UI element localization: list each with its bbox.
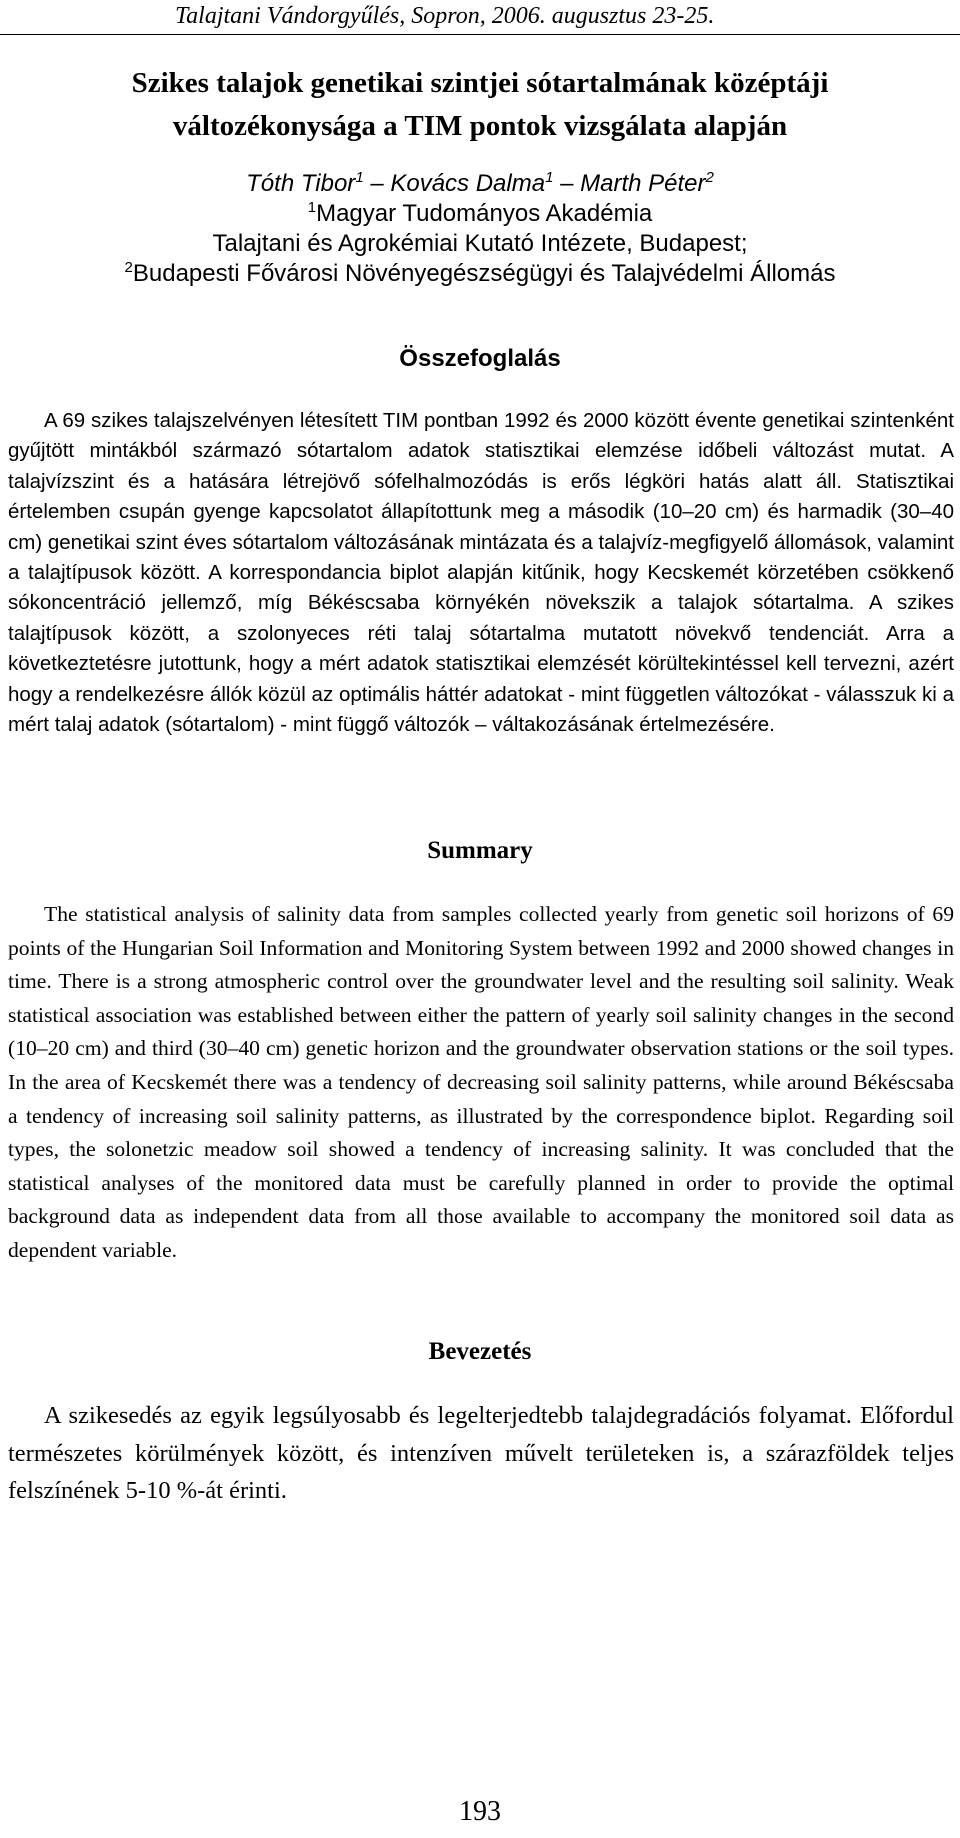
author-2-affiliation-mark: 1 [545, 169, 554, 186]
paper-title-line-1: Szikes talajok genetikai szintjei sótartalmának középtáji [131, 67, 829, 99]
introduction-text: A szikesedés az egyik legsúlyosabb és legelterjedtebb talajdegradációs folyamat. Előfordul természetes körülmények között, és intenzíven művelt területeken is, a szárazföldek teljes felszínének 5-10 %-át érinti. [8, 1402, 954, 1504]
author-separator-1: – [363, 170, 391, 197]
abstract-hu-heading: Összefoglalás [399, 345, 561, 372]
affiliation-1-line-1: Magyar Tudományos Akadémia [316, 200, 653, 227]
summary-text: The statistical analysis of salinity data from samples collected yearly from genetic soil horizons of 69 points of the Hungarian Soil Information and Monitoring System between 1992 and 2000 showed changes in time. There is a strong atmospheric control over the groundwater level and the resulting soil salinity. Weak statistical association was established between either the pattern of yearly soil salinity changes in the second (10–20 cm) and third (30–40 cm) genetic horizon and the groundwater observation stations or the soil types. In the area of Kecskemét there was a tendency of decreasing soil salinity patterns, while around Békéscsaba a tendency of increasing soil salinity patterns, as illustrated by the correspondence biplot. Regarding soil types, the solonetzic meadow soil showed a tendency of increasing salinity. It was concluded that the statistical analyses of the monitored data must be carefully planned in order to provide the optimal background data as independent data from all those available to accompany the monitored soil data as dependent variable. [8, 902, 954, 1262]
abstract-hu-text: A 69 szikes talajszelvényen létesített TIM pontban 1992 és 2000 között évente genetikai szintenként gyűjtött mintákból származó sótartalom adatok statisztikai elemzése időbeli változást mutat. A talajvízszint és a hatására létrejövő sófelhalmozódás is erős légköri hatás alatt áll. Statisztikai értelemben csupán gyenge kapcsolatot állapítottunk meg a második (10–20 cm) és harmadik (30–40 cm) genetikai szint éves sótartalom változásának mintázata és a talajvíz-megfigyelő állomások, valamint a talajtípusok között. A korrespondancia biplot alapján kitűnik, hogy Kecskemét körzetében csökkenő sókoncentráció jellemző, míg Békéscsaba környékén növekszik a talajok sótartalma. A szikes talajtípusok között, a szolonyeces réti talaj sótartalma mutatott növekvő tendenciát. Arra a következtetésre jutottunk, hogy a mért adatok statisztikai elemzését körültekintéssel kell tervezni, azért hogy a rendelkezésre állók közül az optimális háttér adatokat - mint független változókat - válasszuk ki a mért talaj adatok (sótartalom) - mint függő változók – váltakozásának értelmezésére. [8, 409, 954, 737]
summary-heading: Summary [427, 837, 533, 864]
affiliation-1 [0, 199, 960, 229]
author-block [0, 169, 960, 289]
affiliation-2-text: Budapesti Fővárosi Növényegészségügyi és Talajvédelmi Állomás [132, 260, 836, 287]
author-names [0, 169, 960, 199]
author-3: Marth Péter [580, 170, 706, 197]
author-3-affiliation-mark: 2 [705, 169, 714, 186]
paper-title [0, 62, 960, 148]
affiliation-2 [0, 259, 960, 289]
header-rule [0, 34, 960, 35]
affiliation-1-line-2: Talajtani és Agrokémiai Kutató Intézete, Budapest; [212, 230, 748, 257]
paper-title-line-2: változékonysága a TIM pontok vizsgálata alapján [172, 110, 788, 142]
affiliation-1-mark: 1 [307, 199, 317, 216]
author-1-affiliation-mark: 1 [355, 169, 364, 186]
running-header: Talajtani Vándorgyűlés, Sopron, 2006. augusztus 23-25. [175, 3, 715, 29]
author-1: Tóth Tibor [246, 170, 356, 197]
author-2: Kovács Dalma [390, 170, 546, 197]
page-number: 193 [459, 1796, 501, 1827]
introduction-heading: Bevezetés [428, 1338, 532, 1365]
affiliation-2-mark: 2 [124, 259, 133, 276]
author-separator-2: – [553, 170, 581, 197]
